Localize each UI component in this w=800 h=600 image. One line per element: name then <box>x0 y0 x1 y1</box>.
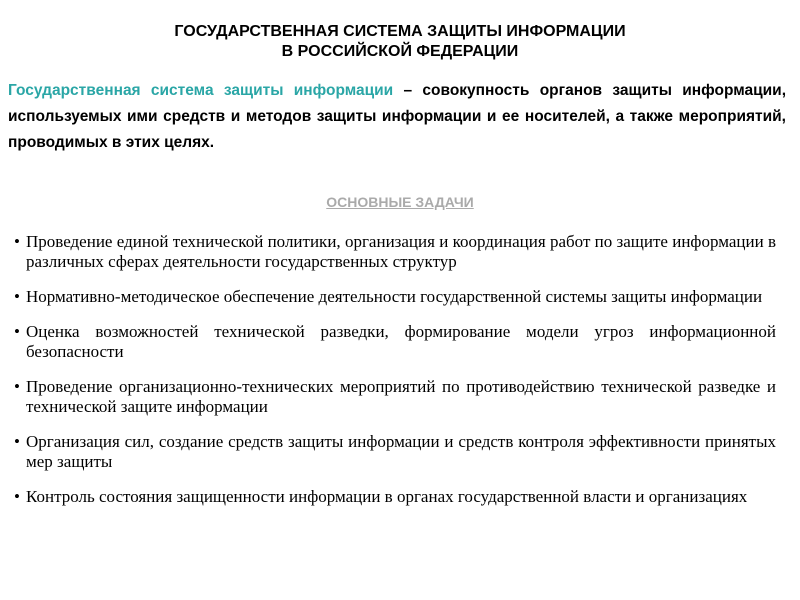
task-text: Оценка возможностей технической разведки, формирование модели угроз информационной безопасности <box>26 322 776 361</box>
task-item-4 <box>14 377 776 417</box>
bullet-icon: • <box>14 432 20 451</box>
bullet-icon: • <box>14 377 20 396</box>
task-item-3 <box>14 322 776 362</box>
task-item-2 <box>14 287 776 307</box>
bullet-icon: • <box>14 287 20 306</box>
task-text: Проведение организационно-технических мероприятий по противодействию технической разведке и технической защите информации <box>26 377 776 416</box>
task-text: Нормативно-методическое обеспечение деятельности государственной системы защиты информации <box>26 287 763 306</box>
slide-title-line-2: В РОССИЙСКОЙ ФЕДЕРАЦИИ <box>281 43 519 60</box>
task-text: Проведение единой технической политики, организация и координация работ по защите информации в различных сферах деятельности государственных структур <box>26 232 776 271</box>
slide-title-line-1: ГОСУДАРСТВЕННАЯ СИСТЕМА ЗАЩИТЫ ИНФОРМАЦИИ <box>174 23 626 40</box>
bullet-icon: • <box>14 322 20 341</box>
bullet-icon: • <box>14 232 20 251</box>
definition-paragraph <box>8 78 786 156</box>
tasks-list <box>14 232 776 522</box>
definition-text: – совокупность органов защиты информации, используемых ими средств и методов защиты информации и ее носителей, а также мероприятий, проводимых в этих целях. <box>8 82 786 151</box>
slide-title <box>0 22 800 62</box>
tasks-heading: ОСНОВНЫЕ ЗАДАЧИ <box>326 194 474 210</box>
task-item-1 <box>14 232 776 272</box>
task-item-6 <box>14 487 776 507</box>
task-text: Организация сил, создание средств защиты информации и средств контроля эффективности принятых мер защиты <box>26 432 776 471</box>
bullet-icon: • <box>14 487 20 506</box>
task-item-5 <box>14 432 776 472</box>
task-text: Контроль состояния защищенности информации в органах государственной власти и организациях <box>26 487 748 506</box>
definition-term: Государственная система защиты информации <box>8 82 394 99</box>
